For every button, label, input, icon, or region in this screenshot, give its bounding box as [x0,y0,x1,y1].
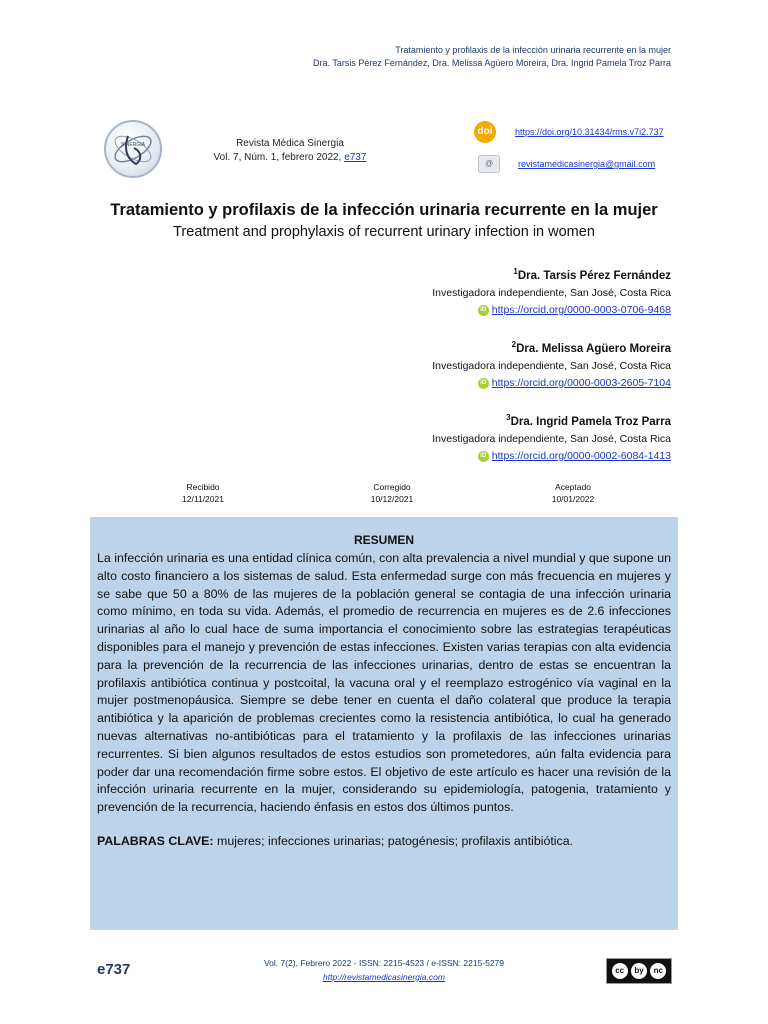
abstract-box [90,517,678,930]
corrected-label: Corregido [373,482,411,492]
nc-icon: nc [650,963,666,979]
author-block [432,409,671,465]
orcid-icon: iD [478,305,489,316]
keywords [97,834,671,848]
article-title: Tratamiento y profilaxis de la infección urinaria recurrente en la mujer [110,201,658,219]
received-label: Recibido [186,482,220,492]
running-header-title: Tratamiento y profilaxis de la infección urinaria recurrente en la mujer [395,45,671,55]
footer-issn: Vol. 7(2), Febrero 2022 - ISSN: 2215-4523 / e-ISSN: 2215-5279 [263,958,505,968]
abstract-heading: RESUMEN [353,533,414,547]
email-icon: @ [478,155,500,173]
email-row [478,155,655,173]
email-link[interactable]: revistamedicasinergia@gmail.com [518,159,656,169]
doi-icon: doi [474,121,496,143]
orcid-link[interactable]: https://orcid.org/0000-0003-0706-9468 [491,303,671,316]
accepted-value: 10/01/2022 [551,494,595,504]
cc-icon: cc [612,963,628,979]
journal-name: Revista Médica Sinergia [236,138,344,149]
author-name: $^2$Dra. Melissa Agüero Moreira [511,340,671,355]
author-affiliation: Investigadora independiente, San José, Costa Rica [432,359,671,372]
author-affiliation: Investigadora independiente, San José, Costa Rica [432,286,671,299]
author-name: $^1$Dra. Tarsis Pérez Fernández [513,267,671,282]
author-orcid [432,302,671,319]
author-orcid [432,375,671,392]
orcid-icon: iD [478,378,489,389]
received-date [143,481,263,505]
article-id-link[interactable]: e737 [344,152,367,163]
orcid-link[interactable]: https://orcid.org/0000-0003-2605-7104 [491,376,671,389]
journal-logo-mark [106,122,160,176]
corrected-value: 10/12/2021 [370,494,414,504]
article-subtitle: Treatment and prophylaxis of recurrent urinary infection in women [173,224,595,240]
journal-logo-text: SINERGIA [121,142,145,148]
doi-link[interactable]: https://doi.org/10.31434/rms.v7i2.737 [515,127,664,137]
author-block [432,263,671,319]
doi-row [474,121,664,143]
footer-url-link[interactable]: http://revistamedicasinergia.com [323,972,445,982]
author-block [432,336,671,392]
journal-info [190,137,390,165]
author-orcid [432,448,671,465]
author-name: $^3$Dra. Ingrid Pamela Troz Parra [506,413,671,428]
keywords-text: mujeres; infecciones urinarias; patogénesis; profilaxis antibiótica. [213,833,574,848]
keywords-label: PALABRAS CLAVE: [97,833,214,848]
journal-issue [190,151,390,165]
journal-logo [104,120,162,178]
received-value: 12/11/2021 [182,494,224,504]
orcid-icon: iD [478,451,489,462]
orcid-link[interactable]: https://orcid.org/0000-0002-6084-1413 [491,449,671,462]
abstract-text: La infección urinaria es una entidad clínica común, con alta prevalencia a nivel mundial y que supone un alto costo financiero a los sistemas de salud. Esta enfermedad surge con más frecuencia en mujeres y se sabe que 50 a 80% de las mujeres de la población general se contagia de una infección urinaria como mínimo, en toda su vida. Además, el promedio de recurrencia en mujeres es de 2.6 infecciones urinarias al año lo cual hace de suma importancia el conocimiento sobre las estrategias terapéuticas disponibles para el manejo y prevención de estas infecciones. Existen varias terapias con alta evidencia para la prevención de la recurrencia de las infecciones urinarias, dentro de estas se encuentran la profilaxis antibiótica continua y postcoital, la vacuna oral y el reemplazo estrogénico vía vaginal en la mujer postmenopáusica. Siempre se debe tener en cuenta el daño colateral que produce la terapia antibiótica y la aparición de problemas crecientes como la resistencia antibiótica, lo cual ha generado nuevas alternativas no-antibióticas para el tratamiento y la profilaxis de las infecciones urinarias recurrentes. Si bien algunos resultados de estos estudios son prometedores, aún falta evidencia para poder dar una recomendación firme sobre estos. El objetivo de este artículo es hacer una revisión de la infección urinaria recurrente en la mujer, considerando su epidemiología, patogenia, tratamiento y prevención de la recurrencia, haciendo énfasis en estos dos últimos puntos. [97,551,671,815]
accepted-date [513,481,633,505]
by-icon: by [631,963,647,979]
running-header [313,44,671,70]
footer-article-code: e737 [97,961,131,978]
running-header-authors: Dra. Tarsis Pérez Fernández, Dra. Melissa Agüero Moreira, Dra. Ingrid Pamela Troz Parra [313,58,671,68]
author-affiliation: Investigadora independiente, San José, Costa Rica [432,432,671,445]
cc-license-badge[interactable] [606,958,672,984]
accepted-label: Aceptado [555,482,591,492]
journal-issue-text: Vol. 7, Núm. 1, febrero 2022, [213,152,345,163]
corrected-date [332,481,452,505]
